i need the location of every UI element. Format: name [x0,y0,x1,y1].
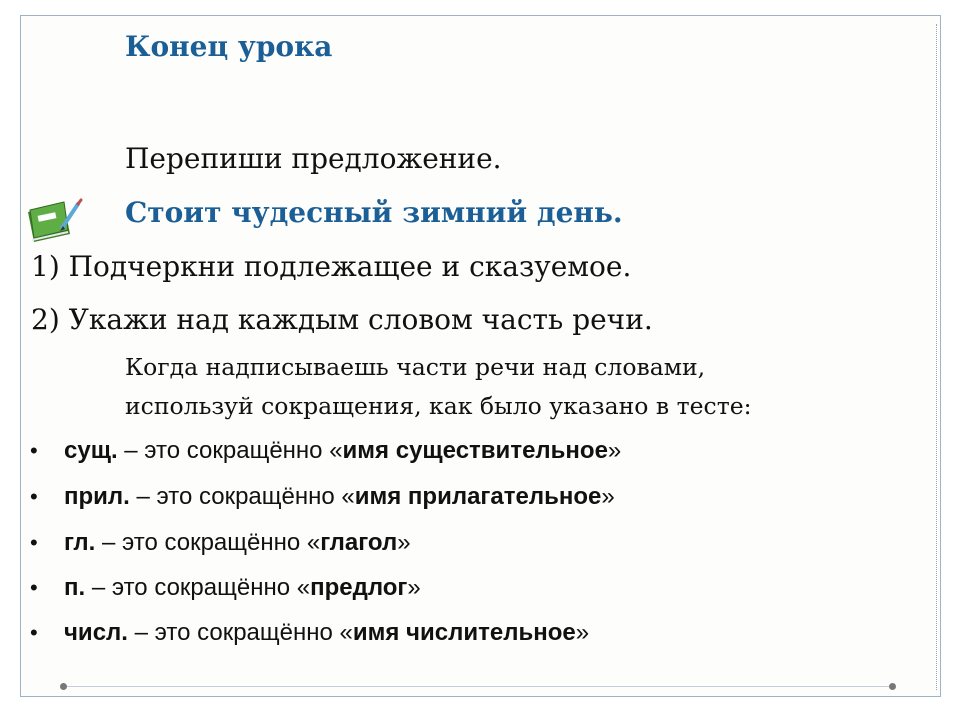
abbreviation: прил. [64,483,130,510]
closing-quote: » [601,483,615,510]
description: – это сокращённо « [117,437,343,464]
closing-quote: » [397,529,411,556]
closing-quote: » [575,619,590,646]
notebook-pen-icon [24,198,84,248]
bullet-icon: • [30,530,38,555]
instruction-text: Перепиши предложение. [125,142,502,175]
list-item [30,619,589,647]
frame-dot-left [60,683,67,690]
abbreviation: числ. [64,619,128,646]
description: – это сокращённо « [85,574,311,601]
full-term: предлог [310,574,408,601]
list-item [30,437,621,465]
list-item [30,483,615,511]
frame-bottom-line [66,686,892,687]
frame-decoration [936,24,937,690]
description: – это сокращённо « [127,619,353,646]
full-term: имя существительное [342,437,608,464]
full-term: имя числительное [352,619,576,646]
bullet-icon: • [30,438,38,463]
full-term: глагол [320,529,398,556]
note-line-1: Когда надписываешь части речи над словами, [125,353,706,381]
list-item [30,529,411,557]
abbreviation: гл. [64,529,96,556]
frame-dot-right [889,683,896,690]
description: – это сокращённо « [95,529,321,556]
description: – это сокращённо « [129,483,355,510]
full-term: имя прилагательное [354,483,602,510]
slide-title: Конец урока [125,30,333,63]
closing-quote: » [407,574,421,601]
closing-quote: » [607,437,622,464]
task-1: 1) Подчеркни подлежащее и сказуемое. [31,250,632,283]
abbreviation: сущ. [64,437,118,464]
abbreviation: п. [64,574,86,601]
bullet-icon: • [30,575,38,600]
list-item [30,574,421,602]
task-2: 2) Укажи над каждым словом часть речи. [31,303,653,336]
bullet-icon: • [30,484,38,509]
bullet-icon: • [30,620,38,645]
note-line-2: используй сокращения, как было указано в тесте: [125,392,752,420]
example-sentence: Стоит чудесный зимний день. [125,196,623,229]
